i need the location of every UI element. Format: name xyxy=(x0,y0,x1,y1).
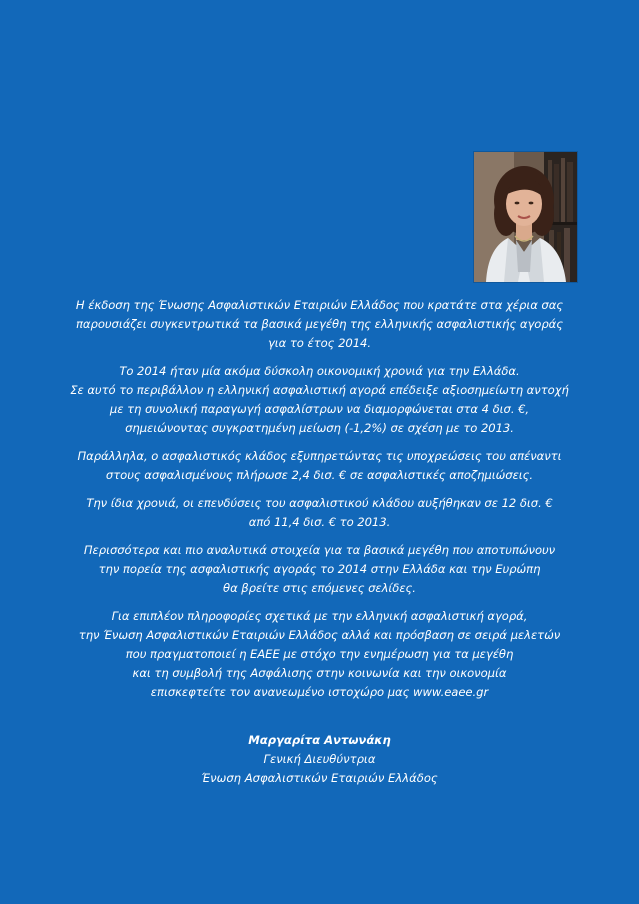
text-line: Η έκδοση της Ένωσης Ασφαλιστικών Εταιριών Ελλάδος που κρατάτε στα χέρια σας xyxy=(75,298,564,312)
text-line: Το 2014 ήταν μία ακόμα δύσκολη οικονομική χρονιά για την Ελλάδα. xyxy=(119,364,520,378)
text-line: Για επιπλέον πληροφορίες σχετικά με την ελληνική ασφαλιστική αγορά, xyxy=(111,609,528,623)
portrait-illustration xyxy=(474,152,577,282)
foreword-text xyxy=(60,296,579,711)
paragraph-details xyxy=(60,541,579,598)
paragraph-claims xyxy=(60,447,579,485)
text-line: θα βρείτε στις επόμενες σελίδες. xyxy=(223,581,416,595)
signatory-name: Μαργαρίτα Αντωνάκη xyxy=(248,733,391,747)
text-line: από 11,4 δισ. € το 2013. xyxy=(248,515,391,529)
text-line: Παράλληλα, ο ασφαλιστικός κλάδος εξυπηρετώντας τις υποχρεώσεις του απέναντι xyxy=(77,449,562,463)
paragraph-intro xyxy=(60,296,579,353)
text-line: στους ασφαλισμένους πλήρωσε 2,4 δισ. € σε ασφαλιστικές αποζημιώσεις. xyxy=(105,468,534,482)
paragraph-economy xyxy=(60,362,579,438)
text-line: παρουσιάζει συγκεντρωτικά τα βασικά μεγέθη της ελληνικής ασφαλιστικής αγοράς xyxy=(76,317,563,331)
text-line: Σε αυτό το περιβάλλον η ελληνική ασφαλιστική αγορά επέδειξε αξιοσημείωτη αντοχή xyxy=(70,383,569,397)
text-line: και τη συμβολή της Ασφάλισης στην κοινωνία και την οικονομία xyxy=(132,666,507,680)
paragraph-investments xyxy=(60,494,579,532)
portrait-photo xyxy=(474,152,577,282)
text-line: σημειώνοντας συγκρατημένη μείωση (-1,2%) σε σχέση με το 2013. xyxy=(125,421,514,435)
signatory-organization: Ένωση Ασφαλιστικών Εταιριών Ελλάδος xyxy=(201,771,438,785)
text-line: την Ένωση Ασφαλιστικών Εταιριών Ελλάδος αλλά και πρόσβαση σε σειρά μελετών xyxy=(78,628,561,642)
text-line: Την ίδια χρονιά, οι επενδύσεις του ασφαλιστικού κλάδου αυξήθηκαν σε 12 δισ. € xyxy=(86,496,553,510)
signature-block xyxy=(60,731,579,788)
text-line: που πραγματοποιεί η ΕΑΕΕ με στόχο την ενημέρωση για τα μεγέθη xyxy=(125,647,514,661)
text-line: για το έτος 2014. xyxy=(267,336,372,350)
paragraph-website xyxy=(60,607,579,702)
text-line: επισκεφτείτε τον ανανεωμένο ιστοχώρο μας www.eaee.gr xyxy=(150,685,489,699)
text-line: Περισσότερα και πιο αναλυτικά στοιχεία για τα βασικά μεγέθη που αποτυπώνουν xyxy=(83,543,556,557)
text-line: την πορεία της ασφαλιστικής αγοράς το 2014 στην Ελλάδα και την Ευρώπη xyxy=(98,562,541,576)
text-line: με τη συνολική παραγωγή ασφαλίστρων να διαμορφώνεται στα 4 δισ. €, xyxy=(109,402,530,416)
signatory-title: Γενική Διευθύντρια xyxy=(263,752,376,766)
